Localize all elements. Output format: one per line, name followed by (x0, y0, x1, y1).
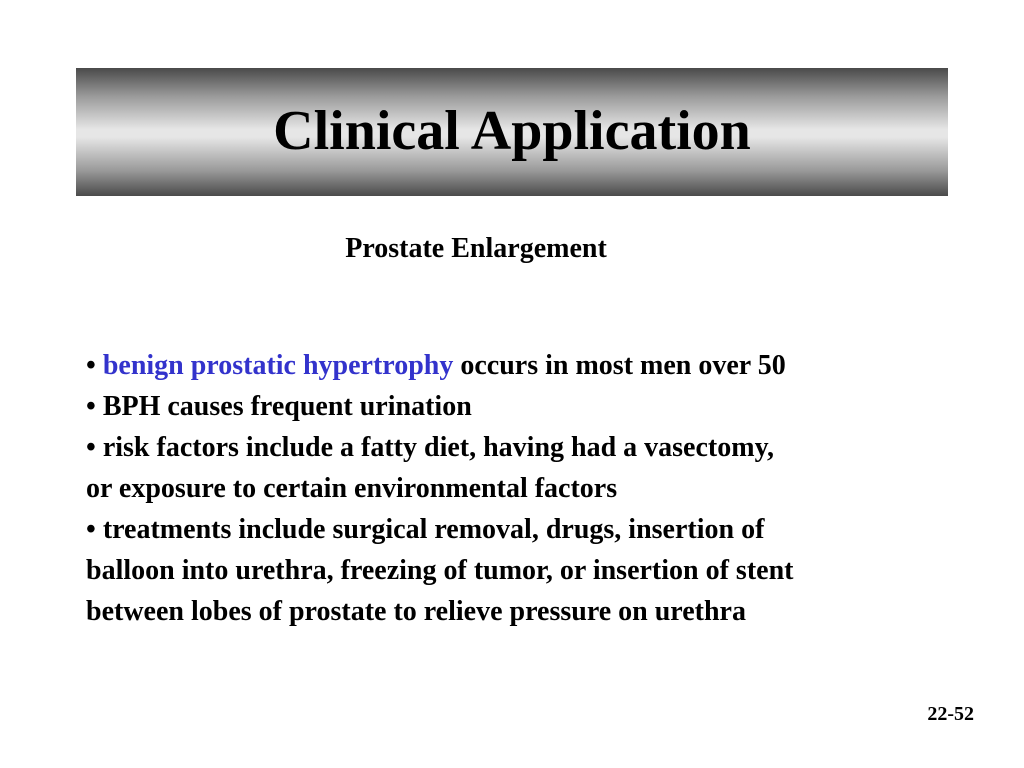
bullet-item (86, 386, 966, 427)
bullet-continuation: between lobes of prostate to relieve pressure on urethra (86, 596, 746, 627)
bullet-text: treatments include surgical removal, drugs, insertion of (102, 514, 765, 545)
highlighted-term: benign prostatic hypertrophy (102, 350, 454, 381)
bullet-text: BPH causes frequent urination (102, 391, 472, 422)
bullet-item (86, 345, 966, 386)
slide-subtitle: Prostate Enlargement (345, 233, 607, 264)
bullet-list (86, 345, 966, 632)
title-bar (76, 68, 948, 196)
bullet-text: occurs in most men over 50 (453, 350, 786, 381)
bullet-text: risk factors include a fatty diet, having had a vasectomy, (102, 432, 775, 463)
bullet-marker: • (86, 432, 96, 463)
bullet-continuation: balloon into urethra, freezing of tumor, or insertion of stent (86, 555, 794, 586)
bullet-marker: • (86, 391, 96, 422)
bullet-marker: • (86, 350, 96, 381)
bullet-item (86, 509, 966, 550)
bullet-marker: • (86, 514, 96, 545)
slide-number: 22-52 (927, 703, 974, 725)
bullet-continuation: or exposure to certain environmental factors (86, 473, 618, 504)
bullet-item (86, 427, 966, 468)
slide-title: Clinical Application (273, 100, 751, 162)
